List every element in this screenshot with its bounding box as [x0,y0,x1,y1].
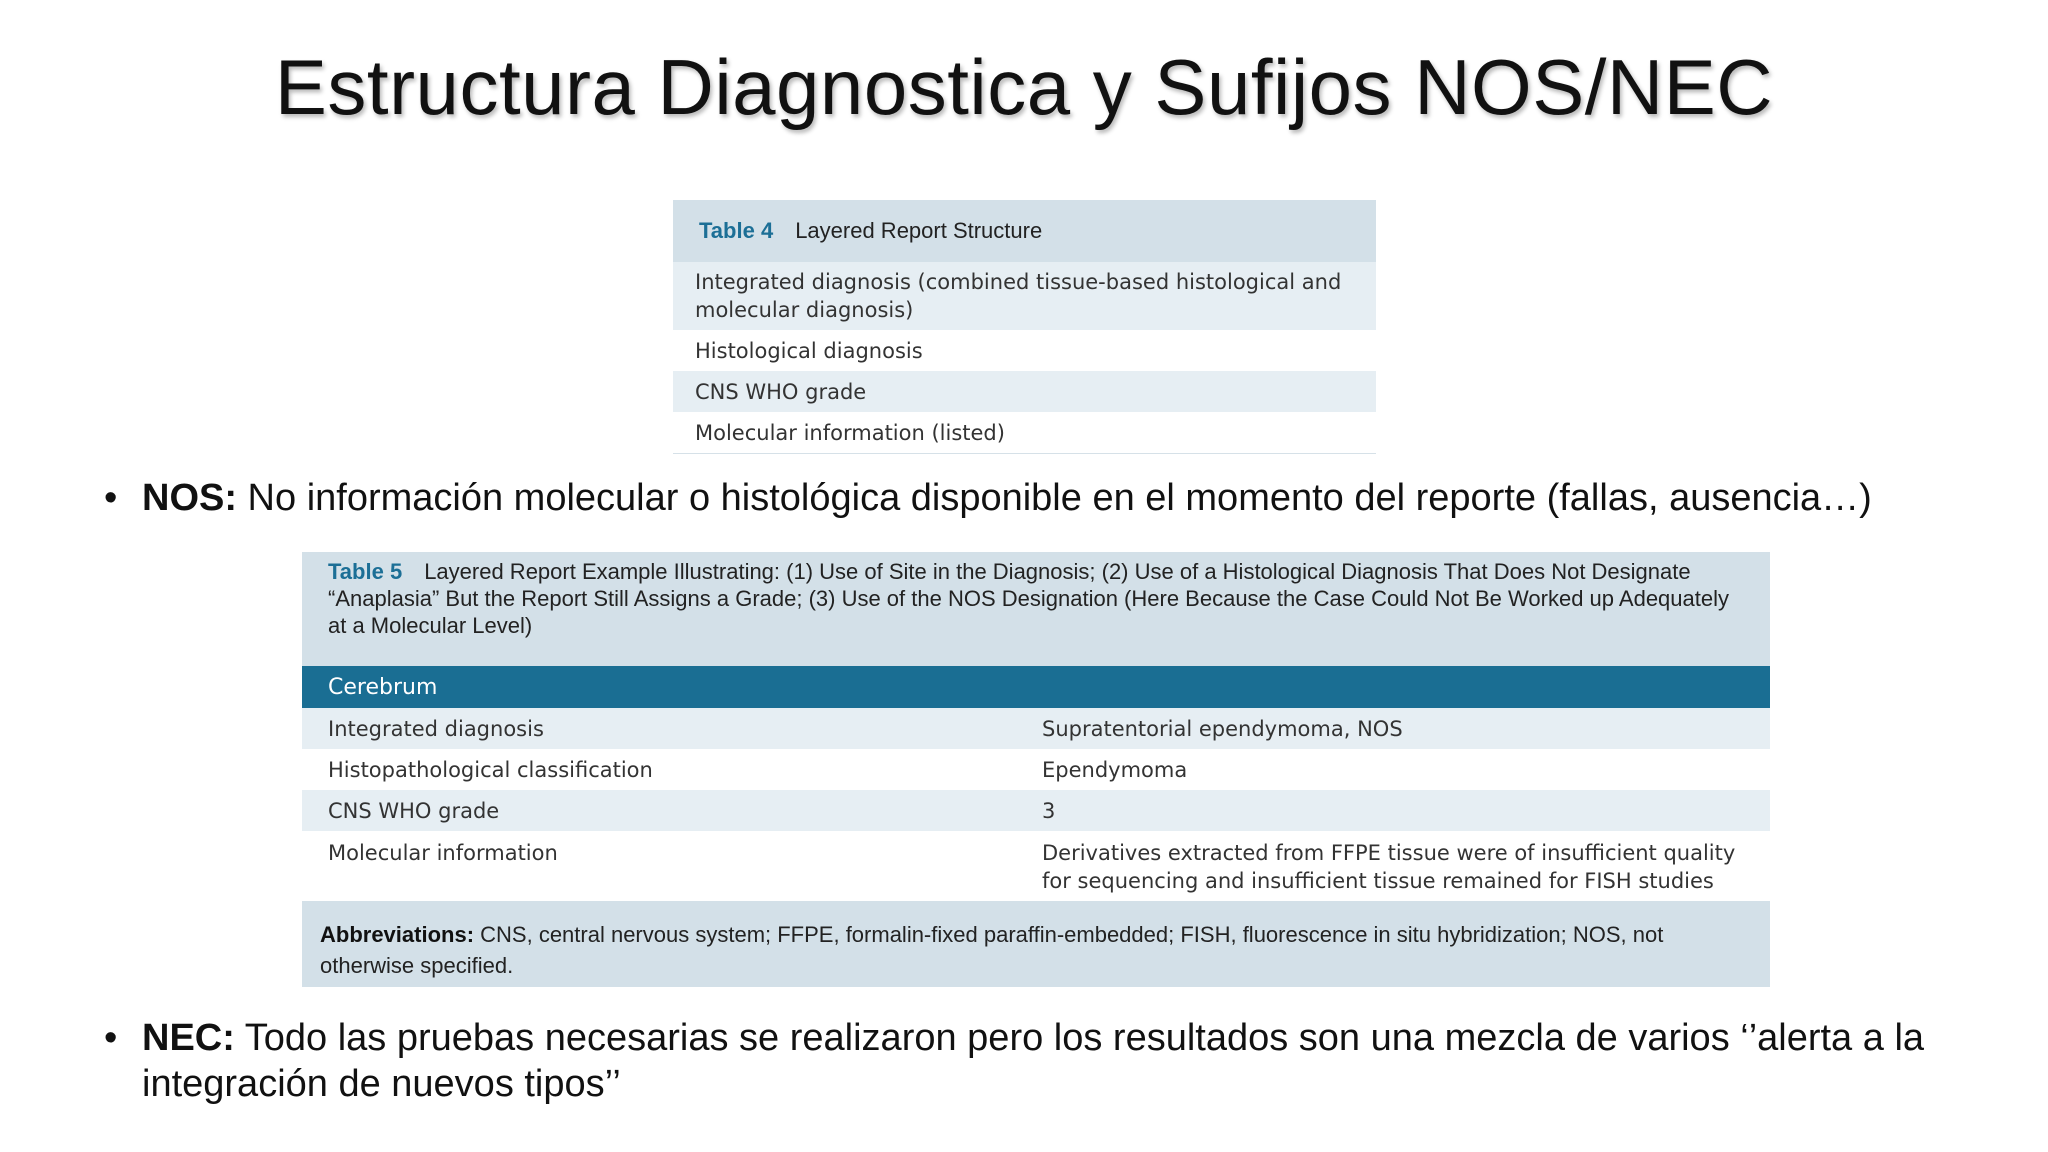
table-cell-value: Supratentorial ependymoma, NOS [1042,716,1403,741]
table-4-row: Histological diagnosis [673,330,1376,371]
table-row [302,749,1770,790]
bullet-term: NOS: [142,477,237,519]
table-5-label: Table 5 [328,559,403,584]
table-5-abbreviations [302,901,1770,987]
table-cell-field: CNS WHO grade [328,798,500,823]
table-5 [302,552,1770,987]
table-4-caption: Layered Report Structure [795,218,1043,243]
table-5-header [302,552,1770,666]
bullet-body: Todo las pruebas necesarias se realizaron pero los resultados son una mezcla de varios ‘’alerta a la integración de nuevos tipos’’ [142,1017,1925,1105]
table-5-site-band: Cerebrum [302,666,1770,708]
table-row [302,790,1770,831]
table-cell-field: Integrated diagnosis [328,716,544,741]
bullet-dot: • [104,1017,118,1059]
bullet-body: No información molecular o histológica disponible en el momento del reporte (fallas, ausencia…) [237,477,1872,519]
abbreviations-text: CNS, central nervous system; FFPE, formalin-fixed paraffin-embedded; FISH, fluorescence in situ hybridization; NOS, not otherwise specified. [320,922,1664,978]
table-cell-value: 3 [1042,798,1056,823]
table-4-header [673,200,1376,262]
table-cell-field: Histopathological classification [328,757,653,782]
table-row [302,708,1770,749]
table-cell-field: Molecular information [328,841,558,865]
bullet-nec [104,1015,2004,1107]
abbreviations-label: Abbreviations: [320,922,475,947]
table-4 [673,200,1376,454]
bullet-dot: • [104,477,118,519]
table-4-label: Table 4 [699,218,774,243]
bullet-nos [104,475,2004,521]
slide-title: Estructura Diagnostica y Sufijos NOS/NEC [274,43,1774,131]
table-4-row: CNS WHO grade [673,371,1376,412]
table-4-row: Integrated diagnosis (combined tissue-based histological and molecular diagnosis) [673,262,1376,330]
bullet-text [142,1015,2004,1107]
table-row [302,831,1770,901]
table-cell-value: Ependymoma [1042,757,1188,782]
table-5-caption: Layered Report Example Illustrating: (1) Use of Site in the Diagnosis; (2) Use of a Histological Diagnosis That Does Not Designate “Anaplasia” But the Report Still Assigns a Grade; (3) Use of the NOS Designation (Here Because the Case Could Not Be Worked up Adequately at a Molecular Level) [328,559,1729,638]
table-4-row: Molecular information (listed) [673,412,1376,454]
bullet-term: NEC: [142,1017,235,1059]
bullet-text [142,475,2004,521]
table-cell-value: Derivatives extracted from FFPE tissue were of insufficient quality for sequencing and insufficient tissue remained for FISH studies [1042,841,1736,893]
